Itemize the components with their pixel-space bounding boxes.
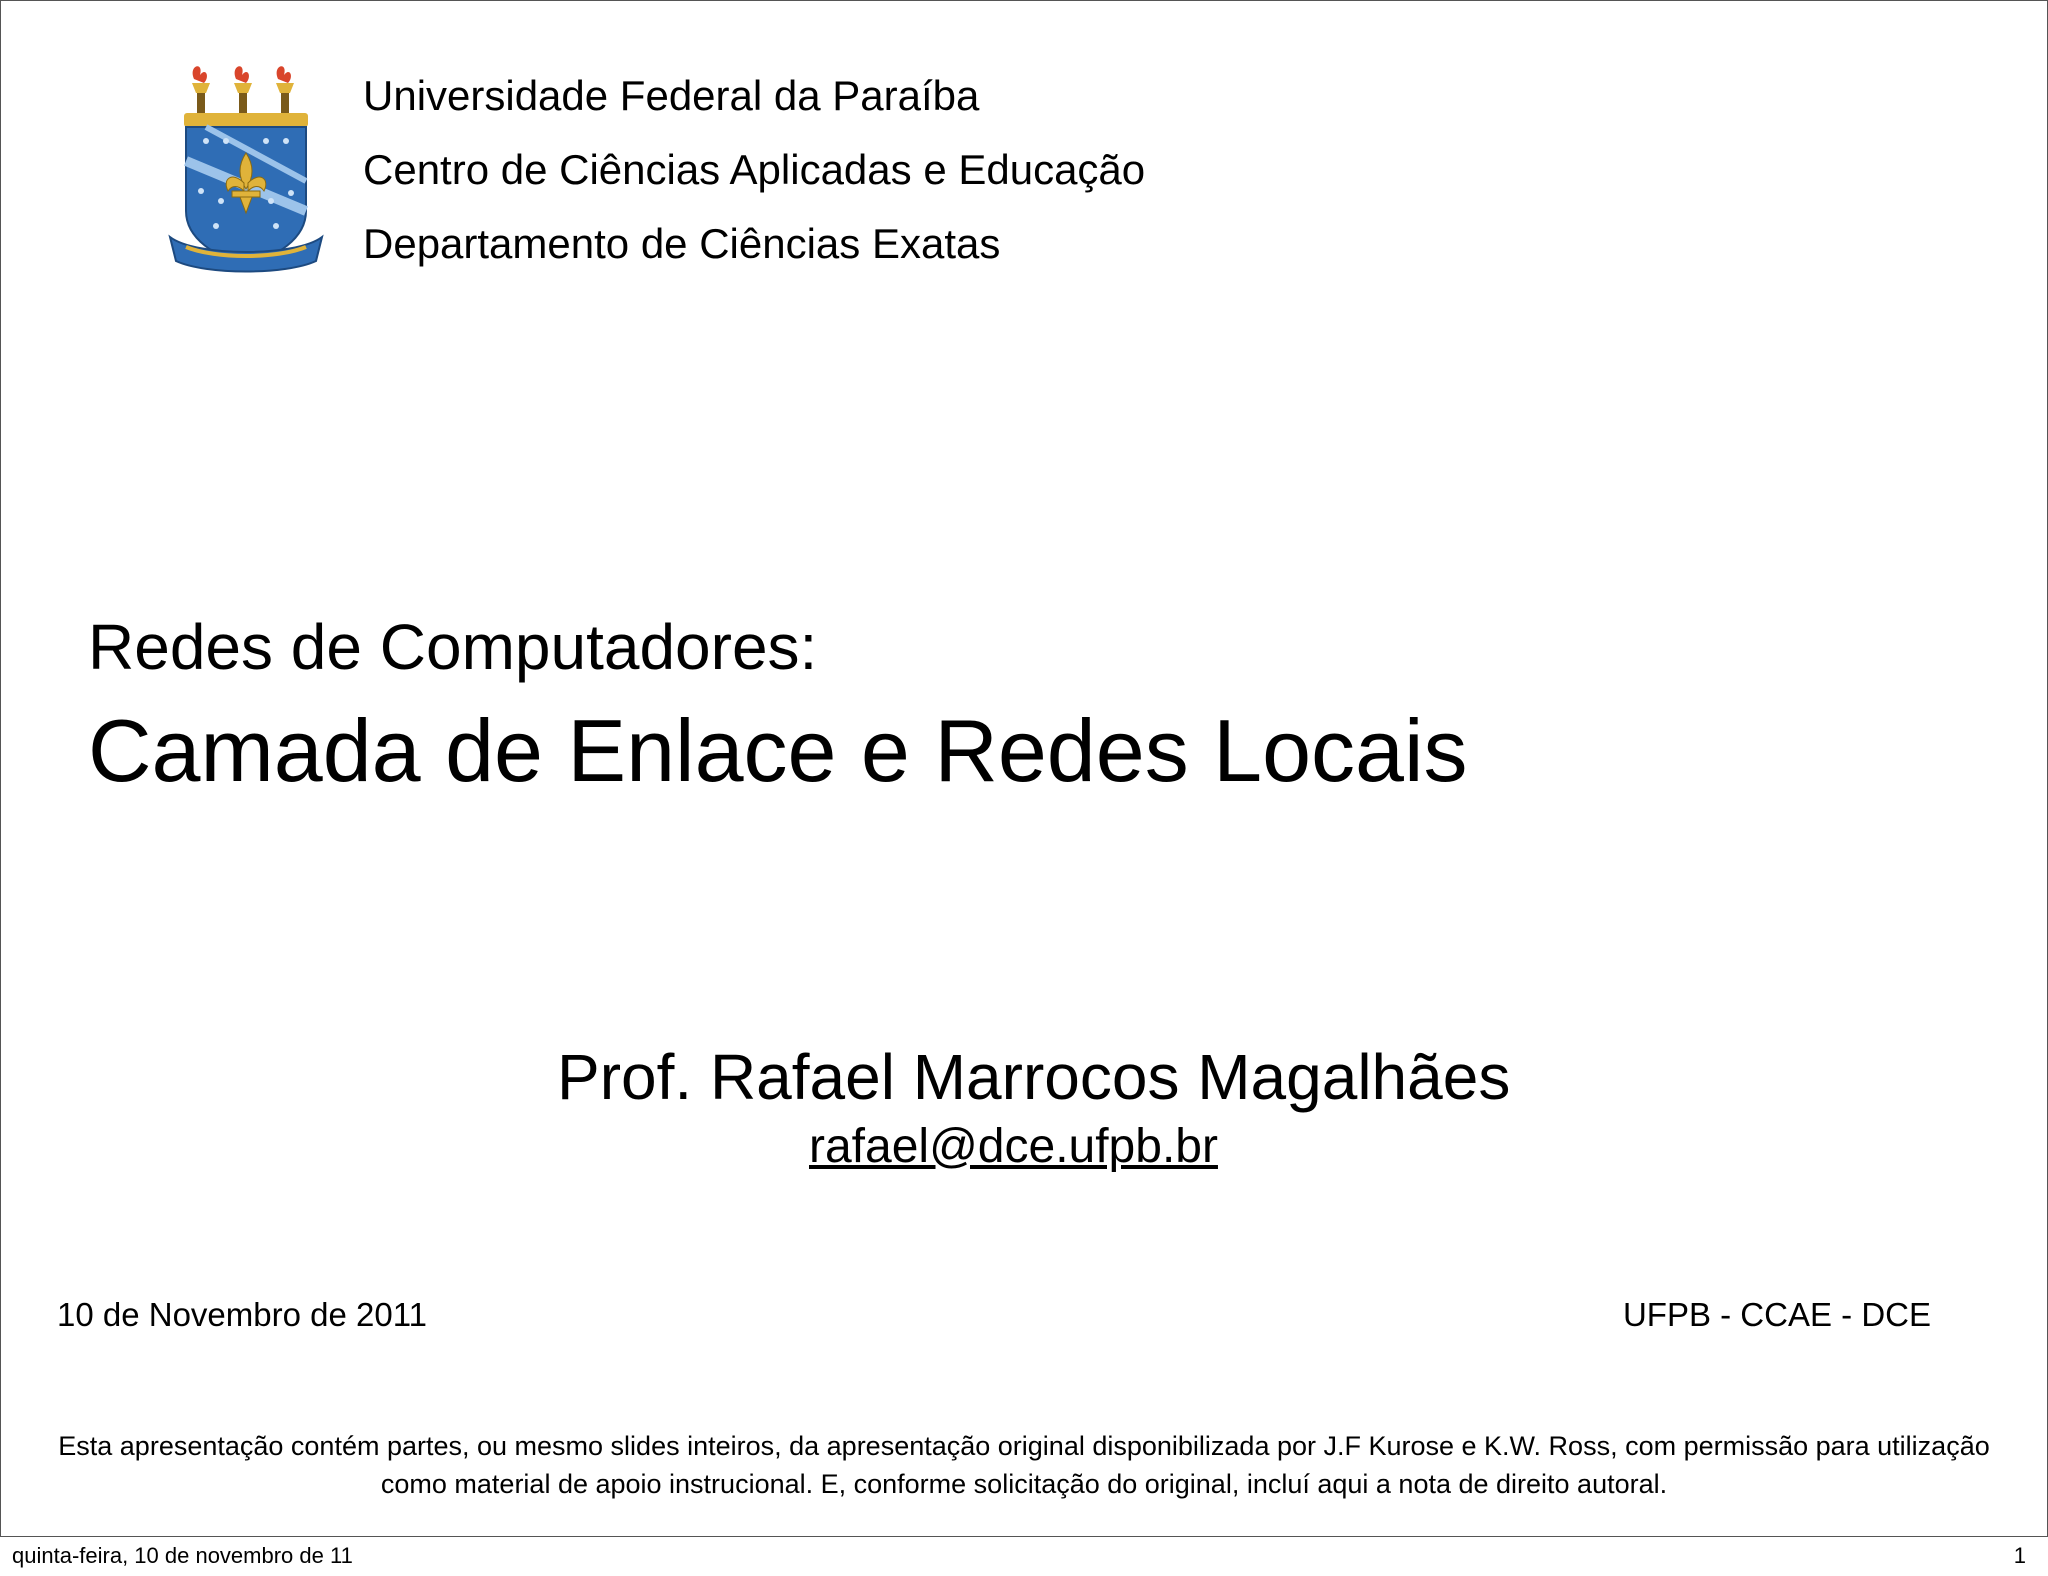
course-title: Camada de Enlace e Redes Locais [88,701,1468,800]
presenter-email-link[interactable]: rafael@dce.ufpb.br [809,1120,1218,1173]
ufpb-crest-icon [166,61,326,281]
department-name: Departamento de Ciências Exatas [363,220,1001,267]
page-number: 1 [2013,1543,2026,1568]
course-subtitle: Redes de Computadores: [88,611,818,683]
presentation-date: 10 de Novembro de 2011 [57,1296,427,1333]
university-name: Universidade Federal da Paraíba [363,72,980,119]
copyright-disclaimer: Esta apresentação contém partes, ou mesmo slides inteiros, da apresentação original disponibilizada por J.F Kurose e K.W. Ross, com permissão para utilização como material de apoio instrucional. E, conforme solicitação do original, incluí aqui a nota de direito autoral. [58,1431,1990,1499]
presenter-name: Prof. Rafael Marrocos Magalhães [557,1041,1511,1113]
organization-label: UFPB - CCAE - DCE [1622,1296,1931,1333]
center-name: Centro de Ciências Aplicadas e Educação [363,146,1146,193]
footer-timestamp: quinta-feira, 10 de novembro de 11 [12,1543,353,1568]
